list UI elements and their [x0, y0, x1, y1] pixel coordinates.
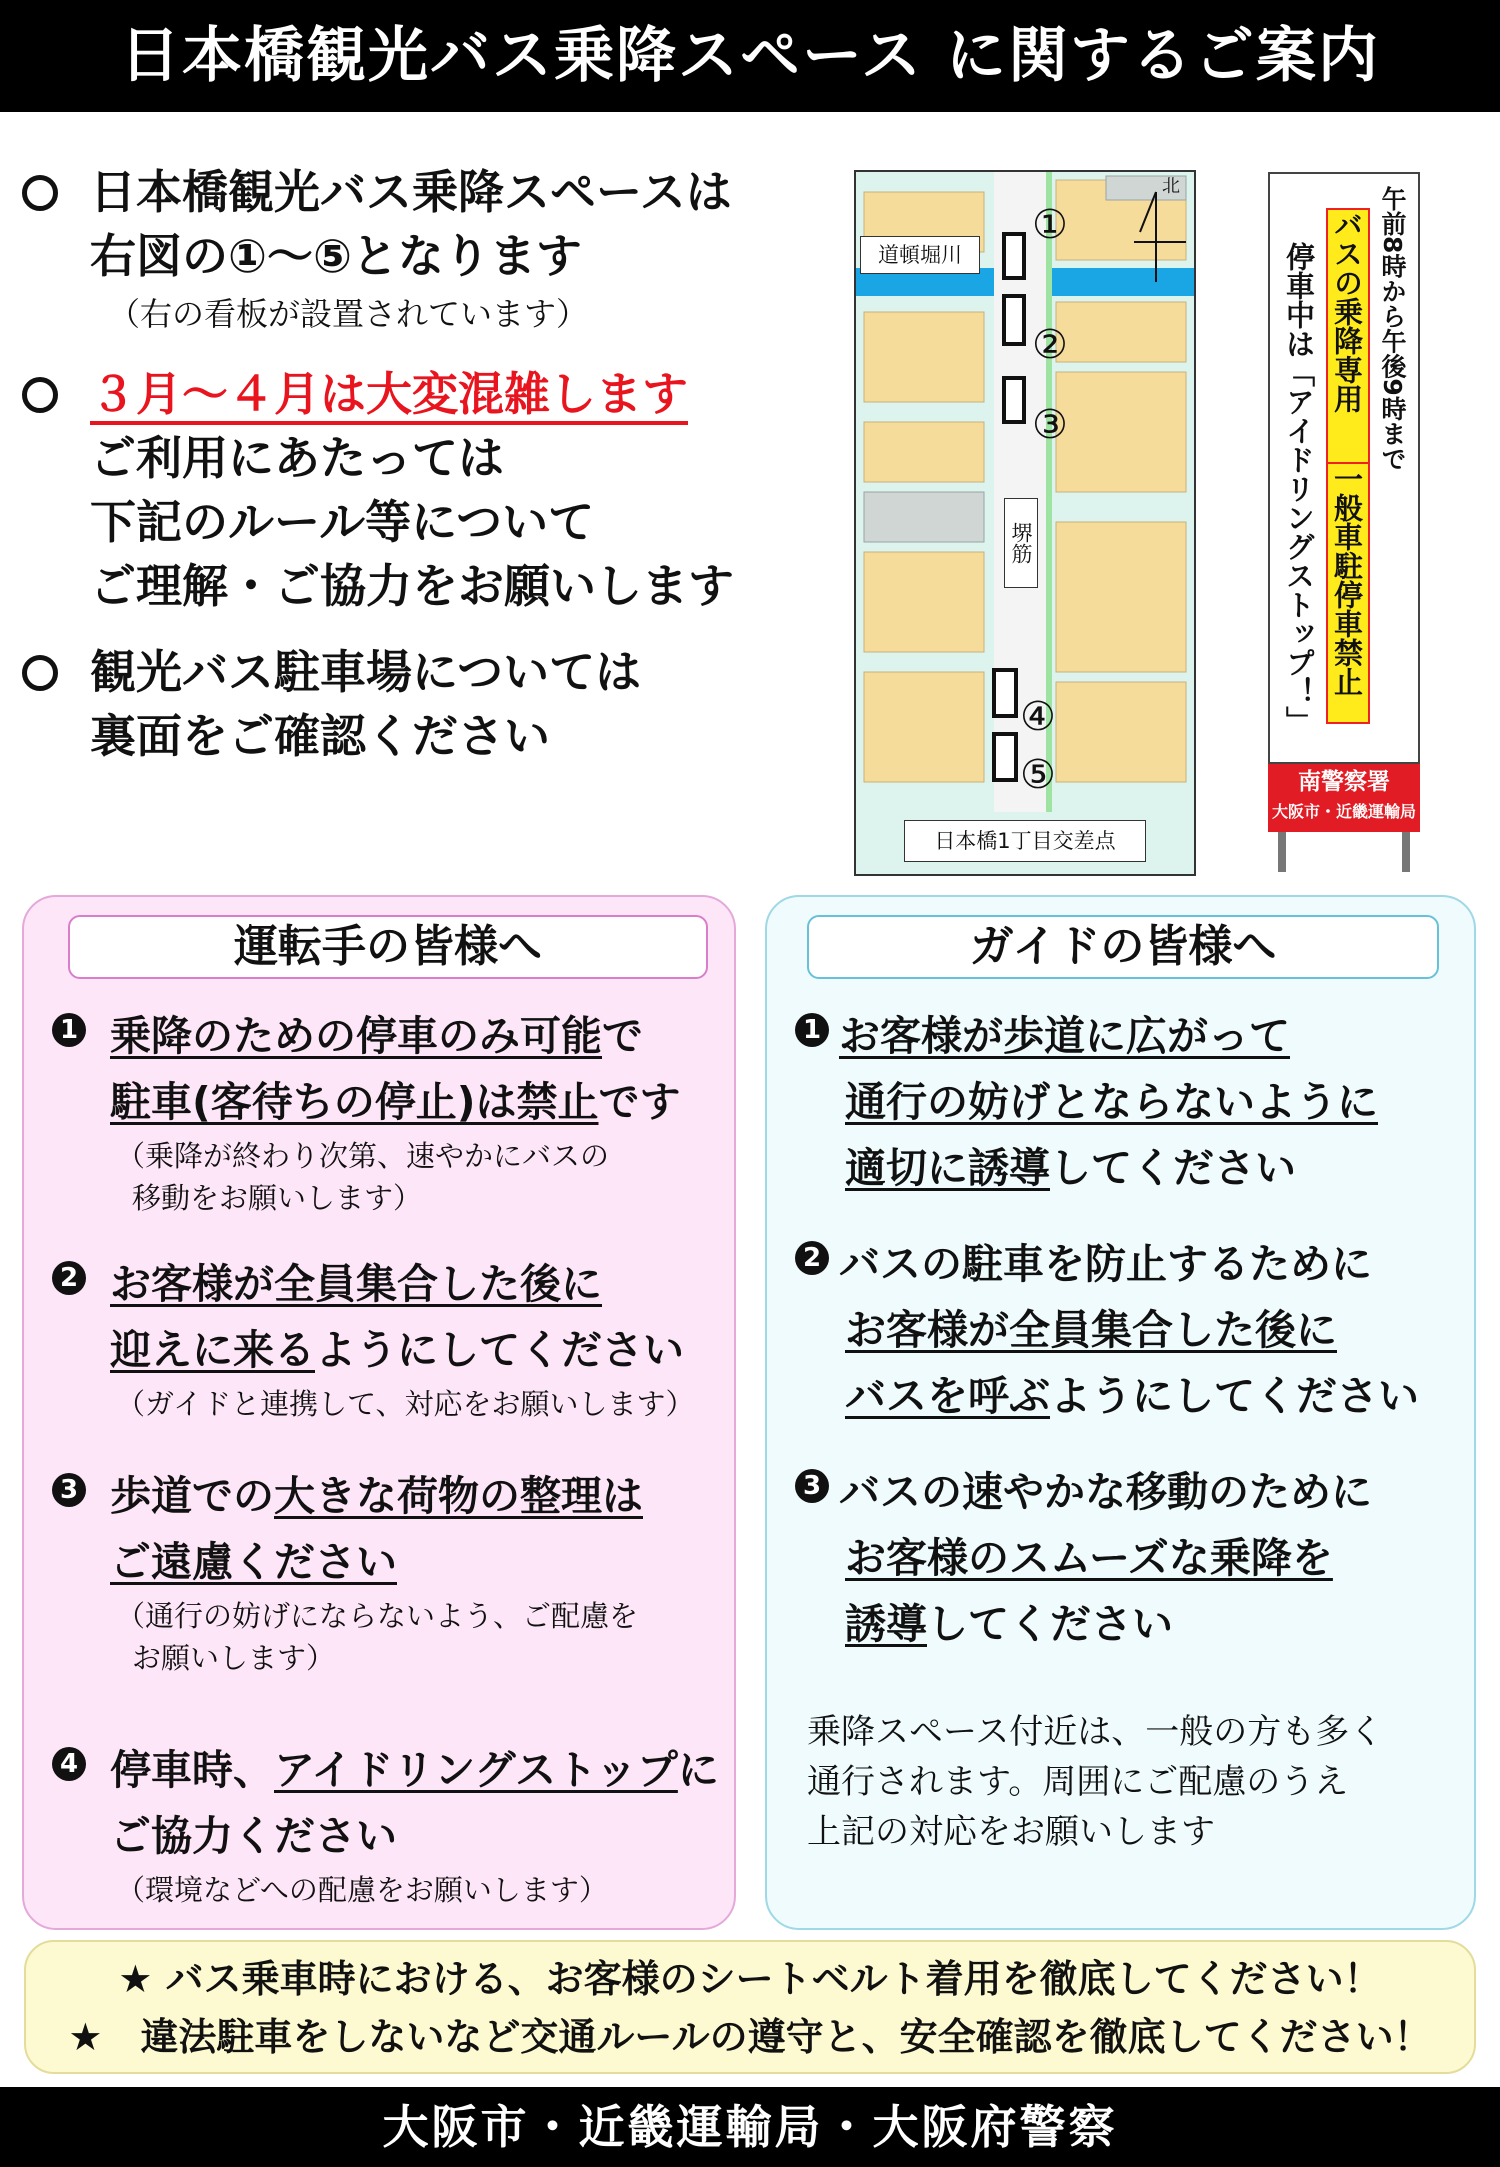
sign-org-city: 大阪市・近畿運輸局	[1271, 802, 1416, 821]
seatbelt-warning: ★ バス乗車時における、お客様のシートベルト着用を徹底してください！	[118, 1957, 1382, 2001]
rule-text: 誘導	[845, 1600, 927, 1648]
intro-item-crowded	[22, 362, 822, 618]
intro-line: 日本橋観光バス乗降スペースは	[90, 165, 732, 219]
intro-line: 観光バス駐車場については	[90, 645, 642, 699]
driver-rule-4	[52, 1737, 732, 1911]
rule-note: お願いします）	[132, 1641, 336, 1675]
north-label: 北	[1162, 176, 1180, 197]
spot-label: ④	[1020, 694, 1056, 740]
spot-label: ③	[1032, 402, 1068, 448]
sign-no-parking: 一般車駐停車禁止	[1326, 462, 1370, 724]
guides-note	[807, 1707, 1447, 1857]
footer-organizations: 大阪市・近畿運輸局・大阪府警察	[0, 2087, 1500, 2167]
rule-text: ご協力ください	[110, 1812, 397, 1860]
intersection-label: 日本橋1丁目交差点	[904, 820, 1146, 862]
rule-text: 乗降のための停車のみ可能	[110, 1012, 602, 1060]
rule-text: 迎えに来る	[110, 1326, 315, 1374]
rule-text: ようにしてください	[1050, 1372, 1419, 1420]
crowded-warning: ３月～４月は大変混雑します	[90, 367, 688, 425]
intro-item-parking	[22, 640, 822, 768]
rule-text: してください	[927, 1600, 1173, 1648]
intro-note: （右の看板が設置されています）	[108, 295, 589, 333]
rule-text: お客様のスムーズな乗降を	[845, 1534, 1333, 1582]
guide-rule-2	[795, 1231, 1475, 1429]
rule-text: 大きな荷物の整理は	[274, 1472, 643, 1520]
rule-note: （乗降が終わり次第、速やかにバスの	[116, 1139, 610, 1173]
sign-footer	[1268, 764, 1420, 832]
spot-label: ⑤	[1020, 752, 1056, 798]
number-badge-icon: 3	[52, 1473, 86, 1507]
rule-text: バスを呼ぶ	[845, 1372, 1050, 1420]
rule-text: お客様が歩道に広がって	[839, 1012, 1290, 1060]
note-line: 上記の対応をお願いします	[807, 1812, 1215, 1852]
number-badge-icon: 1	[795, 1013, 829, 1047]
rule-text: お客様が全員集合した後に	[845, 1306, 1337, 1354]
rule-text: 歩道での	[110, 1472, 274, 1520]
rule-note: （通行の妨げにならないよう、ご配慮を	[116, 1599, 639, 1633]
rule-text: ようにしてください	[315, 1326, 684, 1374]
driver-rule-3	[52, 1463, 732, 1679]
sign-bus-only: バスの乗降専用	[1326, 208, 1370, 470]
rule-text: バスの速やかな移動のために	[839, 1468, 1372, 1516]
guide-rule-3	[795, 1459, 1475, 1657]
rule-text: 停車時、	[110, 1746, 274, 1794]
rule-text: です	[598, 1078, 681, 1126]
intro-line: ご理解・ご協力をお願いします	[90, 559, 734, 613]
intro-item-spaces	[22, 160, 822, 340]
spot-label: ①	[1032, 202, 1068, 248]
number-badge-icon: 2	[52, 1261, 86, 1295]
intro-line: 裏面をご確認ください	[90, 709, 550, 763]
number-badge-icon: 3	[795, 1469, 829, 1503]
rule-text: ご遠慮ください	[110, 1538, 397, 1586]
page-title: 日本橋観光バス乗降スペース に関するご案内	[0, 0, 1500, 112]
spot-label: ②	[1032, 322, 1068, 368]
sign-org-police: 南警察署	[1298, 769, 1390, 795]
guides-heading: ガイドの皆様へ	[807, 915, 1439, 979]
rule-text: で	[602, 1012, 643, 1060]
driver-rule-1	[52, 1003, 732, 1219]
number-badge-icon: 2	[795, 1241, 829, 1275]
circle-bullet-icon	[22, 377, 58, 413]
bus-stop-sign	[1268, 172, 1420, 872]
circle-bullet-icon	[22, 655, 58, 691]
drivers-heading: 運転手の皆様へ	[68, 915, 708, 979]
sign-idling: 停車中は「アイドリングストップ！」	[1282, 242, 1316, 735]
drivers-panel	[22, 895, 736, 1930]
number-badge-icon: 1	[52, 1013, 86, 1047]
rule-note: （環境などへの配慮をお願いします）	[116, 1873, 608, 1907]
rule-text: 駐車(客待ちの停止)は禁止	[110, 1078, 599, 1126]
rule-text: 適切に誘導	[845, 1144, 1050, 1192]
note-line: 乗降スペース付近は、一般の方も多く	[807, 1712, 1384, 1752]
circle-bullet-icon	[22, 175, 58, 211]
rule-text: お客様が全員集合した後に	[110, 1260, 602, 1308]
street-label: 堺筋	[1004, 498, 1038, 588]
intro-line: ご利用にあたっては	[90, 431, 504, 485]
rule-text: してください	[1050, 1144, 1296, 1192]
rule-text: アイドリングストップ	[274, 1746, 678, 1794]
intro-line: 右図の①～⑤となります	[90, 229, 582, 283]
guide-rule-1	[795, 1003, 1475, 1201]
intro-line: 下記のルール等について	[90, 495, 595, 549]
rule-text: 通行の妨げとならないように	[845, 1078, 1378, 1126]
rule-text: バスの駐車を防止するために	[839, 1240, 1372, 1288]
area-map	[854, 170, 1196, 876]
sign-pole	[1402, 832, 1410, 872]
safety-warnings	[24, 1940, 1476, 2074]
intro-section	[22, 160, 822, 790]
traffic-rule-warning: ★ 違法駐車をしないなど交通ルールの遵守と、安全確認を徹底してください！	[68, 2015, 1432, 2059]
driver-rule-2	[52, 1251, 732, 1425]
guides-panel	[765, 895, 1476, 1930]
rule-note: （ガイドと連携して、対応をお願いします）	[116, 1387, 695, 1421]
note-line: 通行されます。周囲にご配慮のうえ	[807, 1762, 1349, 1802]
rule-note: 移動をお願いします）	[132, 1181, 423, 1215]
sign-pole	[1278, 832, 1286, 872]
number-badge-icon: 4	[52, 1747, 86, 1781]
river-label: 道頓堀川	[860, 236, 980, 274]
rule-text: に	[677, 1746, 719, 1794]
sign-hours: 午前8時から午後9時まで	[1378, 186, 1407, 471]
